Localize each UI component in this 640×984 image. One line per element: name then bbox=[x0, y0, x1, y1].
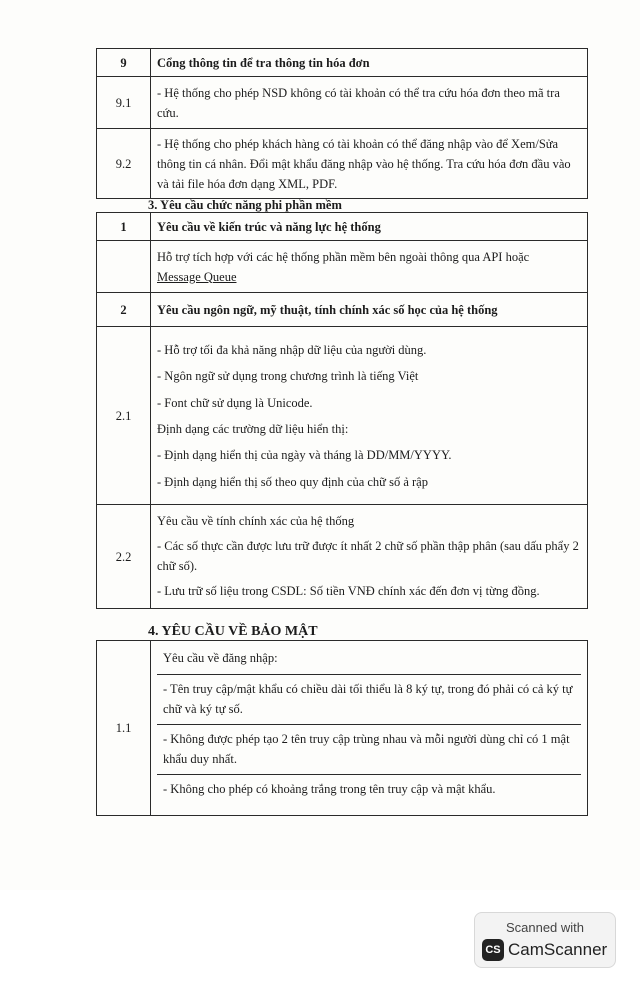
sub-cell: Yêu cầu về đăng nhập: bbox=[163, 651, 278, 665]
watermark-brand: CamScanner bbox=[508, 940, 608, 959]
sub-cell: - Tên truy cập/mật khẩu có chiều dài tối thiểu là 8 ký tự, trong đó phải có cả ký tự chữ và ký tự số. bbox=[157, 674, 581, 724]
section-4-table bbox=[96, 640, 588, 816]
text-line: - Các số thực cần được lưu trữ được ít nhất 2 chữ số phần thập phân (sau dấu phẩy 2 chữ số). bbox=[157, 539, 579, 573]
text-line: - Ngôn ngữ sử dụng trong chương trình là tiếng Việt bbox=[157, 369, 419, 384]
table-row bbox=[97, 241, 588, 293]
text-line: Định dạng các trường dữ liệu hiển thị: bbox=[157, 422, 349, 436]
table-row bbox=[97, 505, 588, 609]
row-number: 1.1 bbox=[97, 641, 151, 816]
row-number: 2 bbox=[97, 293, 151, 327]
watermark-caption: Scanned with bbox=[505, 920, 585, 935]
sub-cell: - Không được phép tạo 2 tên truy cập trùng nhau và mỗi người dùng chỉ có 1 mật khẩu duy nhất. bbox=[157, 724, 581, 774]
table-row bbox=[97, 213, 588, 241]
text-prefix: Hỗ trợ tích hợp với các hệ thống phần mềm bên ngoài thông qua API hoặc bbox=[157, 249, 530, 264]
text-line: - Định dạng hiển thị của ngày và tháng là DD/MM/YYYY. bbox=[157, 448, 452, 463]
camscanner-logo-icon: CS bbox=[482, 939, 504, 961]
text-line: - Hỗ trợ tối đa khả năng nhập dữ liệu của người dùng. bbox=[157, 342, 427, 357]
row-title: Yêu cầu ngôn ngữ, mỹ thuật, tính chính xác số học của hệ thống bbox=[151, 293, 588, 327]
camscanner-watermark bbox=[474, 912, 616, 968]
table-row bbox=[97, 293, 588, 327]
row-number: 9.1 bbox=[97, 77, 151, 129]
row-text: - Hệ thống cho phép khách hàng có tài khoản có thể đăng nhập vào để Xem/Sửa thông tin cá nhân. Đổi mật khẩu đăng nhập vào hệ thống. Tra cứu hóa đơn đầu vào và tải file hóa đơn dạng XML, PDF. bbox=[151, 129, 588, 199]
text-line: - Lưu trữ số liệu trong CSDL: Số tiền VNĐ chính xác đến đơn vị từng đồng. bbox=[157, 583, 540, 598]
row-number: 2.1 bbox=[97, 327, 151, 505]
section-4-heading: 4. YÊU CẦU VỀ BẢO MẬT bbox=[148, 624, 318, 639]
row-number: 2.2 bbox=[97, 505, 151, 609]
text-line: Yêu cầu về tính chính xác của hệ thống bbox=[157, 513, 355, 528]
table-row bbox=[97, 49, 588, 77]
table-row bbox=[97, 327, 588, 505]
text-line: - Font chữ sử dụng là Unicode. bbox=[157, 395, 313, 410]
section-9-table bbox=[96, 48, 588, 199]
text-line: - Định dạng hiển thị số theo quy định của chữ số ả rập bbox=[157, 474, 428, 489]
row-number: 9 bbox=[97, 49, 151, 77]
table-row bbox=[97, 129, 588, 199]
section-title: Cổng thông tin để tra thông tin hóa đơn bbox=[151, 49, 588, 77]
sub-cell: - Không cho phép có khoảng trắng trong tên truy cập và mật khẩu. bbox=[157, 774, 581, 812]
row-number: 9.2 bbox=[97, 129, 151, 199]
row-number-empty bbox=[97, 241, 151, 293]
table-row bbox=[97, 641, 588, 816]
section-3-table bbox=[96, 212, 588, 609]
section-3-heading: 3. Yêu cầu chức năng phi phần mềm bbox=[148, 198, 342, 212]
underlined-text: Message Queue bbox=[157, 269, 237, 284]
row-number: 1 bbox=[97, 213, 151, 241]
table-row bbox=[97, 77, 588, 129]
row-text: - Hệ thống cho phép NSD không có tài khoản có thể tra cứu hóa đơn theo mã tra cứu. bbox=[151, 77, 588, 129]
row-text bbox=[151, 241, 588, 293]
row-title: Yêu cầu về kiến trúc và năng lực hệ thống bbox=[151, 213, 588, 241]
row-text-block bbox=[151, 327, 588, 505]
row-text-block bbox=[151, 505, 588, 609]
row-subcells bbox=[151, 641, 588, 816]
